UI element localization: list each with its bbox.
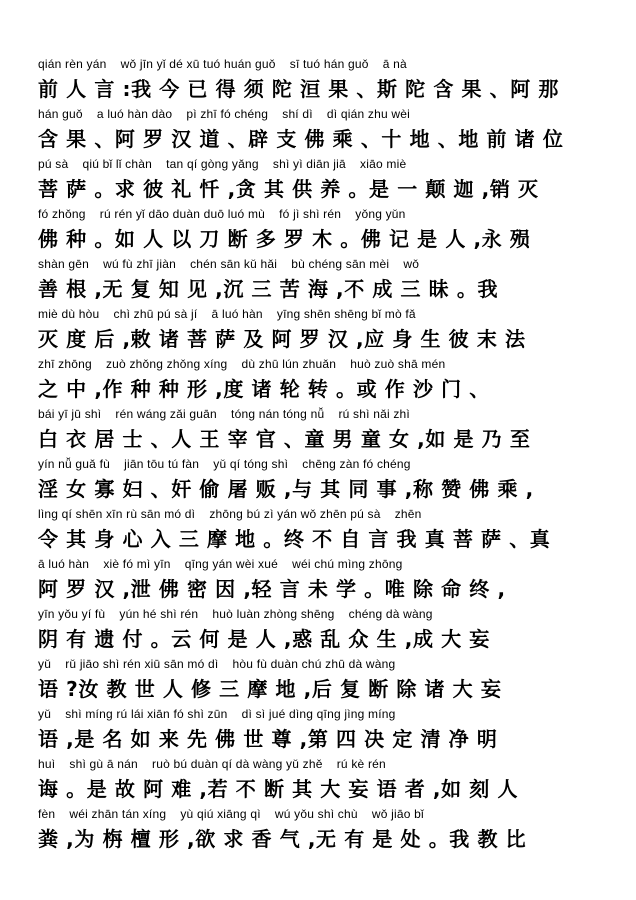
pinyin-line: yǔ rǔ jiāo shì rén xiū sān mó dì hòu fù duàn chú zhū dà wàng [38,657,396,671]
text-line [38,406,602,456]
text-line [38,706,602,756]
pinyin-line: qián rèn yán wǒ jīn yǐ dé xū tuó huán guǒ sī tuó hán guǒ ā nà [38,57,407,71]
pinyin-line: hán guǒ a luó hàn dào pì zhī fó chéng shí dì dì qián zhu wèi [38,107,410,121]
pinyin-line: zhī zhōng zuò zhǒng zhǒng xíng dù zhū lún zhuǎn huò zuò shā mén [38,357,446,371]
text-line [38,606,602,656]
scripture-text-block [38,56,602,856]
text-line [38,756,602,806]
hanzi-line: 佛 种 。如 人 以 刀 断 多 罗 木 。佛 记 是 人 ,永 殒 [38,227,531,251]
pinyin-line: bái yī jū shì rén wáng zǎi guān tóng nán tóng nǚ rú shì nǎi zhì [38,407,410,421]
pinyin-line: yīn yǒu yí fù yún hé shì rén huò luàn zhòng shēng chéng dà wàng [38,607,433,621]
text-line [38,56,602,106]
hanzi-line: 前 人 言 :我 今 已 得 须 陀 洹 果 、斯 陀 含 果 、阿 那 [38,77,560,101]
pinyin-line: yín nǚ guǎ fù jiān tōu tú fàn yǔ qí tóng shì chēng zàn fó chéng [38,457,411,471]
pinyin-line: ā luó hàn xiè fó mì yīn qīng yán wèi xué wéi chú mìng zhōng [38,557,403,571]
hanzi-line: 含 果 、阿 罗 汉 道 、辟 支 佛 乘 、十 地 、地 前 诸 位 [38,127,564,151]
hanzi-line: 菩 萨 。求 彼 礼 忏 ,贪 其 供 养 。是 一 颠 迦 ,销 灭 [38,177,539,201]
text-line [38,656,602,706]
hanzi-line: 语 ,是 名 如 来 先 佛 世 尊 ,第 四 决 定 清 净 明 [38,727,498,751]
pinyin-line: miè dù hòu chì zhū pú sà jí ā luó hàn yīng shēn shēng bǐ mò fǎ [38,307,416,321]
pinyin-line: lìng qí shēn xīn rù sān mó dì zhōng bú zì yán wǒ zhēn pú sà zhēn [38,507,422,521]
pinyin-line: fèn wéi zhān tán xíng yù qiú xiāng qì wú yǒu shì chù wǒ jiāo bǐ [38,807,424,821]
text-line [38,106,602,156]
hanzi-line: 令 其 身 心 入 三 摩 地 。终 不 自 言 我 真 菩 萨 、真 [38,527,551,551]
hanzi-line: 善 根 ,无 复 知 见 ,沉 三 苦 海 ,不 成 三 昧 。我 [38,277,499,301]
text-line [38,506,602,556]
text-line [38,806,602,856]
pinyin-line: shàn gēn wú fù zhī jiàn chén sān kǔ hǎi bù chéng sān mèi wǒ [38,257,420,271]
text-line [38,206,602,256]
hanzi-line: 粪 ,为 栴 檀 形 ,欲 求 香 气 ,无 有 是 处 。我 教 比 [38,827,527,851]
hanzi-line: 阿 罗 汉 ,泄 佛 密 因 ,轻 言 未 学 。唯 除 命 终 , [38,577,506,601]
text-line [38,556,602,606]
pinyin-line: pú sà qiú bǐ lǐ chàn tan qí gòng yǎng shì yì diān jiā xiāo miè [38,157,407,171]
pinyin-line: huì shì gù ā nán ruò bú duàn qí dà wàng yǔ zhě rú kè rén [38,757,386,771]
pinyin-line: yǔ shì míng rú lái xiān fó shì zūn dì sì jué dìng qīng jìng míng [38,707,396,721]
hanzi-line: 诲 。是 故 阿 难 ,若 不 断 其 大 妄 语 者 ,如 刻 人 [38,777,519,801]
text-line [38,456,602,506]
hanzi-line: 阴 有 遗 付 。云 何 是 人 ,惑 乱 众 生 ,成 大 妄 [38,627,490,651]
text-line [38,256,602,306]
pinyin-line: fó zhǒng rú rén yǐ dāo duàn duō luó mù fó jì shì rén yǒng yǔn [38,207,406,221]
text-line [38,356,602,406]
text-line [38,156,602,206]
hanzi-line: 淫 女 寡 妇 、奸 偷 屠 贩 ,与 其 同 事 ,称 赞 佛 乘 , [38,477,534,501]
text-line [38,306,602,356]
hanzi-line: 灭 度 后 ,敕 诸 菩 萨 及 阿 罗 汉 ,应 身 生 彼 末 法 [38,327,526,351]
hanzi-line: 白 衣 居 士 、人 王 宰 官 、童 男 童 女 ,如 是 乃 至 [38,427,531,451]
hanzi-line: 语 ?汝 教 世 人 修 三 摩 地 ,后 复 断 除 诸 大 妄 [38,677,502,701]
hanzi-line: 之 中 ,作 种 种 形 ,度 诸 轮 转 。或 作 沙 门 、 [38,377,490,401]
